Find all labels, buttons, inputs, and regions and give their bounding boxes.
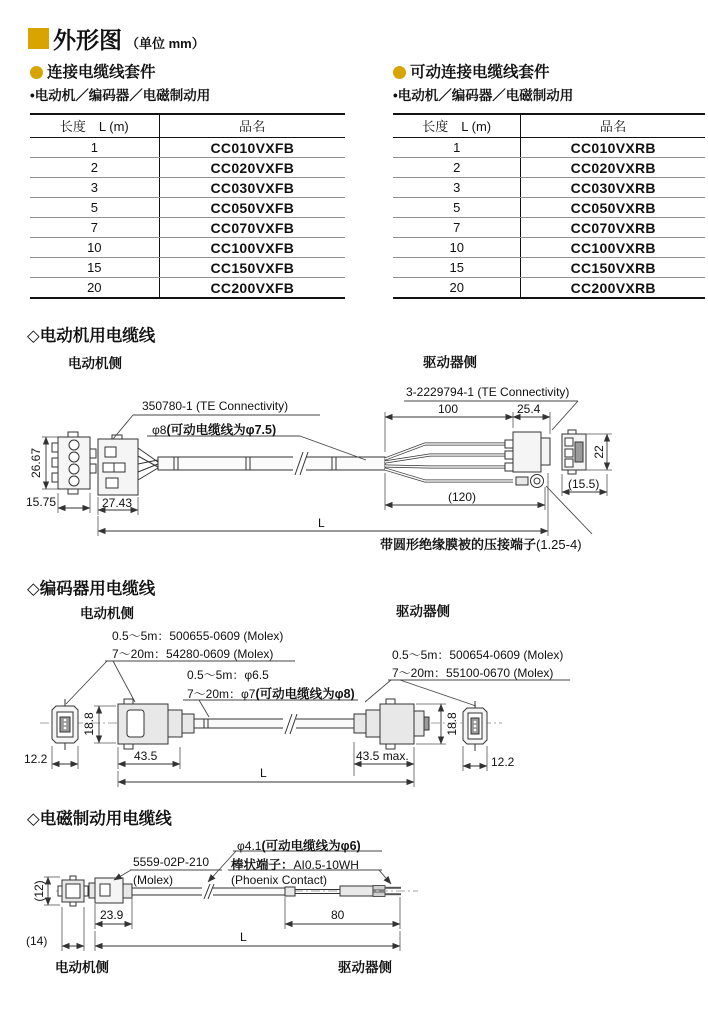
cell-part-name: CC030VXRB xyxy=(521,178,705,198)
cell-length: 10 xyxy=(393,238,521,258)
dim-43-5: 43.5 xyxy=(134,749,158,763)
column-header-length: 长度 L (m) xyxy=(30,114,159,138)
column-header-name: 品名 xyxy=(159,114,345,138)
cell-length: 1 xyxy=(30,138,159,158)
driver-side-label: 驱动器侧 xyxy=(423,355,477,370)
dim-23-9: 23.9 xyxy=(100,908,124,922)
dim-27-43: 27.43 xyxy=(102,496,133,510)
cell-part-name: CC020VXFB xyxy=(159,158,345,178)
callout-diameter-short: 0.5～5m：φ6.5 xyxy=(187,668,269,682)
dim-120: (120) xyxy=(448,490,477,504)
cell-part-name: CC070VXRB xyxy=(521,218,705,238)
section-heading-brake: ◇电磁制动用电缆线 xyxy=(27,810,172,828)
cell-length: 3 xyxy=(393,178,521,198)
cell-length: 2 xyxy=(393,158,521,178)
dim-12-2-right: 12.2 xyxy=(491,755,515,769)
cell-length: 5 xyxy=(393,198,521,218)
motor-side-label: 电动机侧 xyxy=(80,606,134,621)
cell-part-name: CC030VXFB xyxy=(159,178,345,198)
callout-motor-connector: 350780-1 (TE Connectivity) xyxy=(142,399,289,413)
cell-length: 15 xyxy=(30,258,159,278)
dim-18-8-right: 18.8 xyxy=(445,712,459,736)
cell-length: 10 xyxy=(30,238,159,258)
dim-L: L xyxy=(318,516,325,530)
motor-side-label: 电动机侧 xyxy=(68,356,122,371)
kit-subheading: •电动机／编码器／电磁制动用 xyxy=(30,88,211,103)
cell-part-name: CC010VXRB xyxy=(521,138,705,158)
callout-driver-connector-long: 7～20m：55100-0670 (Molex) xyxy=(392,666,554,680)
section-heading-encoder: ◇编码器用电缆线 xyxy=(27,580,156,598)
cell-part-name: CC200VXRB xyxy=(521,278,705,299)
kit-heading: 连接电缆线套件 xyxy=(47,64,156,81)
cell-part-name: CC100VXFB xyxy=(159,238,345,258)
cell-part-name: CC200VXFB xyxy=(159,278,345,299)
callout-plug-part: 5559-02P-210 xyxy=(133,855,210,869)
dim-22: 22 xyxy=(592,445,606,459)
callout-crimp-terminal: 带圆形绝缘膜被的压接端子(1.25-4) xyxy=(380,537,582,552)
callout-ferrule-mfr: (Phoenix Contact) xyxy=(231,873,328,887)
callout-driver-connector-short: 0.5～5m：500654-0609 (Molex) xyxy=(392,648,564,662)
cell-part-name: CC050VXFB xyxy=(159,198,345,218)
callout-driver-connector: 3-2229794-1 (TE Connectivity) xyxy=(406,385,570,399)
cell-length: 20 xyxy=(449,280,464,295)
callout-plug-mfr: (Molex) xyxy=(133,873,174,887)
cell-length: 7 xyxy=(30,218,159,238)
cell-length: 2 xyxy=(30,158,159,178)
cell-part-name: CC070VXFB xyxy=(159,218,345,238)
cell-length: 3 xyxy=(30,178,159,198)
callout-motor-connector-short: 0.5～5m：500655-0609 (Molex) xyxy=(112,629,284,643)
dim-12: (12) xyxy=(32,880,46,902)
cell-length: 1 xyxy=(393,138,521,158)
dim-L: L xyxy=(240,930,247,944)
dim-12-2-left: 12.2 xyxy=(24,752,48,766)
section-heading-motor: ◇电动机用电缆线 xyxy=(27,327,156,345)
dim-26-67: 26.67 xyxy=(29,447,43,479)
cell-part-name: CC010VXFB xyxy=(159,138,345,158)
dim-100: 100 xyxy=(438,402,459,416)
cell-part-name: CC020VXRB xyxy=(521,158,705,178)
cell-length: 7 xyxy=(393,218,521,238)
cell-part-name: CC150VXRB xyxy=(521,258,705,278)
kit-heading: 可动连接电缆线套件 xyxy=(410,64,550,81)
cell-length: 5 xyxy=(30,198,159,218)
kit-subheading: •电动机／编码器／电磁制动用 xyxy=(393,88,574,103)
dim-14: (14) xyxy=(26,934,48,948)
callout-motor-connector-long: 7～20m：54280-0609 (Molex) xyxy=(112,647,274,661)
driver-side-label: 驱动器侧 xyxy=(396,604,450,619)
dim-15-75: 15.75 xyxy=(26,495,57,509)
driver-side-label: 驱动器侧 xyxy=(338,960,392,975)
column-header-length: 长度 L (m) xyxy=(393,114,521,138)
column-header-name: 品名 xyxy=(521,114,705,138)
page-title: 外形图 xyxy=(53,27,122,53)
cell-part-name: CC100VXRB xyxy=(521,238,705,258)
callout-cable-diameter: φ8(可动电缆线为φ7.5) xyxy=(152,423,277,437)
cell-length: 15 xyxy=(393,258,521,278)
dim-25-4: 25.4 xyxy=(517,402,541,416)
dim-15-5: (15.5) xyxy=(568,477,600,491)
dim-18-8-left: 18.8 xyxy=(82,712,96,736)
callout-diameter-long: 7～20m：φ7(可动电缆线为φ8) xyxy=(187,687,355,701)
cell-length: 20 xyxy=(87,280,102,295)
cell-part-name: CC050VXRB xyxy=(521,198,705,218)
dim-43-5-max: 43.5 max. xyxy=(356,749,409,763)
dim-80: 80 xyxy=(331,908,345,922)
callout-ferrule: 棒状端子：AI0.5-10WH xyxy=(231,858,359,872)
motor-side-label: 电动机侧 xyxy=(55,960,109,975)
page-title-unit: （单位 mm） xyxy=(126,36,205,51)
dim-L: L xyxy=(260,766,267,780)
cell-part-name: CC150VXFB xyxy=(159,258,345,278)
callout-cable-diameter: φ4.1(可动电缆线为φ6) xyxy=(237,839,361,853)
